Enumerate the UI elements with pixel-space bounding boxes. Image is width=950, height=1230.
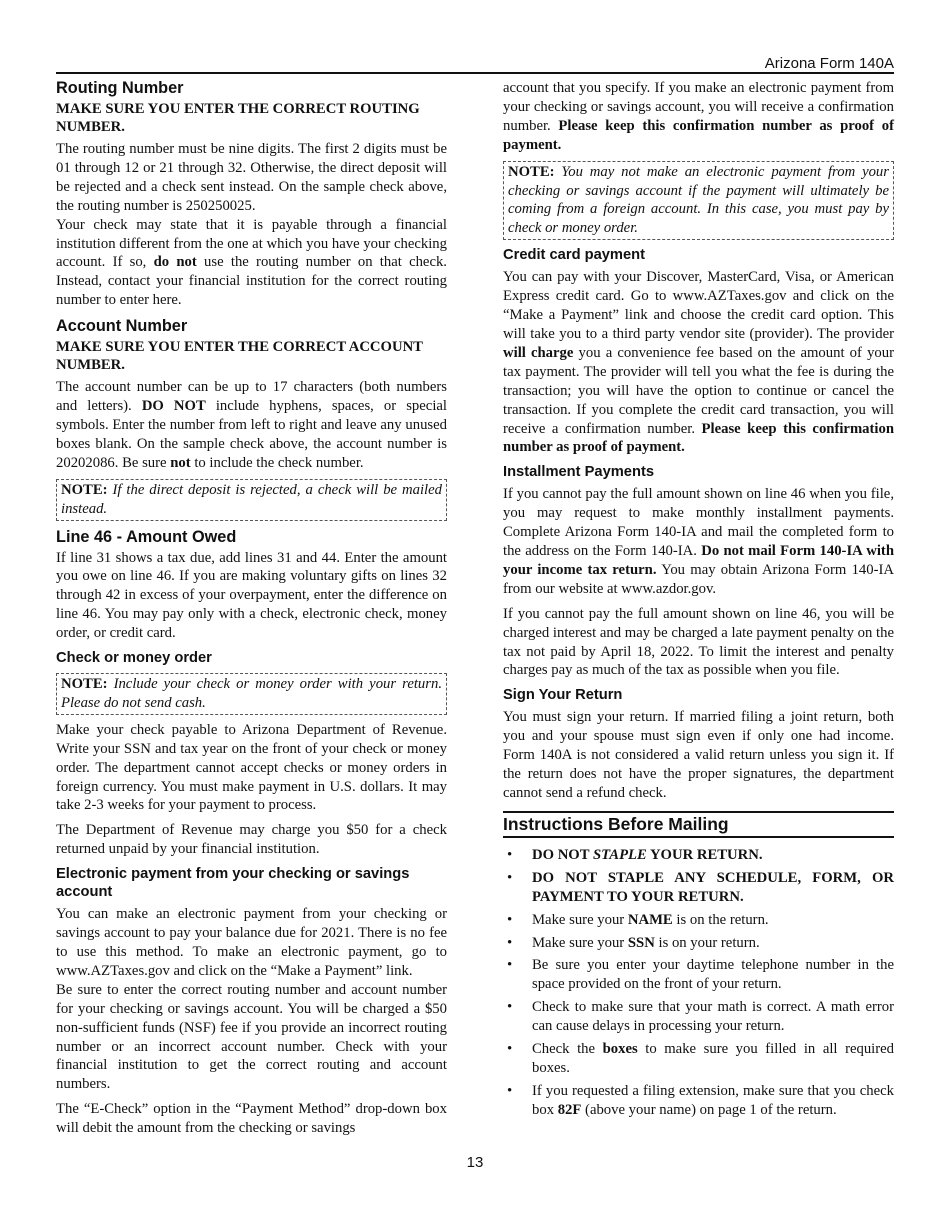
electronic-paragraph-1: You can make an electronic payment from your checking or savings account to pay your balance due for 2021. There is no fee to use this method. To make an electronic payment, go to www.AZTaxes.gov and click on the “Make a Payment” link. (56, 906, 447, 979)
left-column (56, 78, 447, 1144)
installment-heading: Installment Payments (503, 464, 655, 481)
electronic-paragraph-2: Be sure to enter the correct routing number and account number for your checking or savings account. You will be charged a $50 non-sufficient funds (NSF) fee if you provide an incorrect routing number or an incorrect account number. Check with your financial institution to get the correct routing and account numbers. (56, 981, 447, 1093)
mailing-checklist (503, 846, 894, 1120)
routing-caps: MAKE SURE YOU ENTER THE CORRECT ROUTING NUMBER. (56, 101, 420, 135)
list-item: • Check the boxes to make sure you filled in all required boxes. (503, 1040, 894, 1078)
header-rule (56, 72, 894, 74)
list-item: • DO NOT STAPLE ANY SCHEDULE, FORM, OR PAYMENT TO YOUR RETURN. (503, 869, 894, 907)
list-item: • Be sure you enter your daytime telephone number in the space provided on the front of your return. (503, 956, 894, 994)
list-item: • Check to make sure that your math is correct. A math error can cause delays in processing your return. (503, 998, 894, 1036)
account-heading: Account Number (56, 317, 188, 336)
form-name-header: Arizona Form 140A (764, 55, 894, 72)
routing-heading: Routing Number (56, 79, 184, 97)
check-note-box: NOTE: Include your check or money order with your return. Please do not send cash. (56, 673, 447, 715)
list-item: • Make sure your SSN is on your return. (503, 934, 894, 953)
sign-heading: Sign Your Return (503, 687, 623, 704)
page-number: 13 (466, 1154, 484, 1171)
electronic-continuation: account that you specify. If you make an electronic payment from your checking or savings account, you will receive a confirmation number. Please keep this confirmation number as proof of payment. (503, 80, 894, 153)
sign-paragraph: You must sign your return. If married filing a joint return, both you and your spouse must sign even if only one had income. Form 140A is not considered a valid return unless you sign it. If the return does not have the proper signatures, the department cannot send a refund check. (503, 709, 894, 801)
credit-paragraph: You can pay with your Discover, MasterCard, Visa, or American Express credit card. Go to www.AZTaxes.gov and click on the “Make a Payment” link and choose the credit card option. This will take you to a third party vendor site (provider). The provider will charge you a convenience fee based on the amount of your tax payment. The provider will tell you what the fee is during the transaction; you will have the option to continue or cancel the transaction. If you complete the credit card transaction, you will receive a confirmation number. Please keep this confirmation number as proof of payment. (503, 269, 895, 456)
routing-paragraph-2: Your check may state that it is payable through a financial institution different from the one at which you have your checking account. If so, do not use the routing number on that check. Instead, contact your financial institution for the correct routing number to enter here. (56, 216, 447, 309)
installment-paragraph-2: If you cannot pay the full amount shown on line 46, you will be charged interest and may be charged a late payment penalty on the tax not paid by April 18, 2022. To limit the interest and penalty charges pay as much of the tax as possible when you file. (503, 605, 894, 679)
check-heading: Check or money order (56, 650, 212, 667)
credit-heading: Credit card payment (503, 247, 646, 264)
account-note-box: NOTE: If the direct deposit is rejected, a check will be mailed instead. (56, 479, 447, 521)
list-item: • Make sure your NAME is on the return. (503, 911, 894, 930)
installment-paragraph-1: If you cannot pay the full amount shown on line 46 when you file, you may request to make monthly installment payments. Complete Arizona Form 140-IA and mail the completed form to the address on the Form 140-IA. Do not mail Form 140-IA with your income tax return. You may obtain Arizona Form 140-IA from our website at www.azdor.gov. (503, 486, 894, 597)
electronic-paragraph-3: The “E-Check” option in the “Payment Method” drop-down box will debit the amount from the checking or savings (56, 1101, 447, 1137)
list-item: • If you requested a filing extension, make sure that you check box 82F (above your name) on page 1 of the return. (503, 1082, 894, 1120)
check-paragraph-2: The Department of Revenue may charge you $50 for a check returned unpaid by your financial institution. (56, 822, 447, 858)
electronic-heading: Electronic payment from your checking or savings account (56, 866, 410, 901)
account-paragraph: The account number can be up to 17 characters (both numbers and letters). DO NOT include hyphens, spaces, or special symbols. Enter the number from left to right and leave any unused boxes blank. On the sample check above, the account number is 20202086. Be sure not to include the check number. (56, 379, 447, 471)
line46-heading: Line 46 - Amount Owed (56, 527, 237, 546)
list-item: • DO NOT STAPLE YOUR RETURN. (503, 846, 894, 865)
routing-paragraph-1: The routing number must be nine digits. The first 2 digits must be 01 through 12 or 21 through 32. Otherwise, the direct deposit will be rejected and a check sent instead. On the sample check above, the routing number is 250250025. (56, 141, 447, 214)
foreign-account-note-box: NOTE: You may not make an electronic payment from your checking or savings account if the payment will ultimately be coming from a foreign account. In this case, you must pay by check or money order. (503, 161, 894, 241)
check-paragraph-1: Make your check payable to Arizona Department of Revenue. Write your SSN and tax year on the front of your check or money order. The department cannot accept checks or money orders in foreign currency. You must make payment in U.S. dollars. It may take 2-3 weeks for your payment to process. (56, 721, 447, 814)
account-caps: MAKE SURE YOU ENTER THE CORRECT ACCOUNT NUMBER. (56, 339, 423, 374)
mailing-heading: Instructions Before Mailing (503, 811, 894, 838)
line46-paragraph: If line 31 shows a tax due, add lines 31 and 44. Enter the amount you owe on line 46. If you are making voluntary gifts on lines 32 through 42 in excess of your overpayment, enter the difference on line 46. You may pay only with a check, electronic check, money order, or credit card. (56, 549, 447, 642)
right-column (503, 79, 894, 1124)
